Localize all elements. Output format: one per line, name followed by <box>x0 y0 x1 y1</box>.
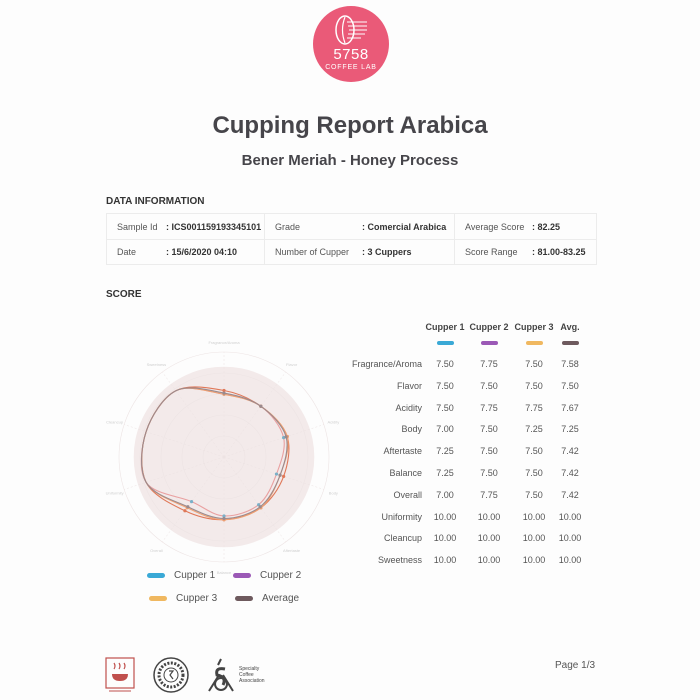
score-cell: 10.00 <box>522 511 546 522</box>
score-row-label: Balance <box>389 468 422 478</box>
score-cell: 10.00 <box>433 511 457 522</box>
score-cell: 7.50 <box>480 468 498 478</box>
score-cell: 10.00 <box>558 511 582 522</box>
score-cell: 7.25 <box>525 424 543 435</box>
page-number: Page 1/3 <box>555 660 596 671</box>
score-row-label: Acidity <box>395 402 422 413</box>
score-cell: 7.50 <box>525 468 543 478</box>
radar-point <box>183 509 186 512</box>
score-row-label: Fragrance/Aroma <box>351 359 422 369</box>
score-cell: 7.50 <box>480 380 498 391</box>
column-header-cupper-2: Cupper 2 <box>469 322 509 332</box>
radar-point <box>190 500 193 503</box>
score-cell: 7.42 <box>561 468 579 478</box>
info-value: : Comercial Arabica <box>362 221 447 232</box>
radar-point <box>275 472 278 475</box>
score-cell: 7.25 <box>436 446 454 457</box>
cupper-3-swatch <box>526 341 543 345</box>
radar-axis-label: Acidity <box>327 419 340 425</box>
cupper-2-swatch <box>481 341 498 345</box>
info-number-of-cupper <box>265 239 455 264</box>
info-label: Sample Id <box>117 221 158 232</box>
score-cell: 7.50 <box>436 402 454 413</box>
score-cell: 10.00 <box>433 555 457 566</box>
data-information-heading: DATA INFORMATION <box>106 196 205 207</box>
info-sample-id <box>107 214 265 239</box>
legend-label: Cupper 3 <box>176 593 218 604</box>
score-cell: 10.00 <box>477 555 501 566</box>
radar-axis-label: Overall <box>150 548 163 554</box>
info-value: : ICS001159193345101 <box>166 221 262 232</box>
cupper-1-swatch <box>437 341 454 345</box>
score-cell: 7.75 <box>480 489 498 500</box>
radar-point <box>186 505 189 508</box>
logo-subtitle: COFFEE LAB <box>325 64 377 71</box>
legend-label: Average <box>262 593 300 604</box>
footer-logos <box>105 657 273 693</box>
radar-axis-label: Cleancup <box>106 419 124 425</box>
score-row-label: Overall <box>393 489 422 500</box>
specialty-coffee-association-icon <box>207 657 235 693</box>
score-cell: 7.75 <box>525 402 543 413</box>
radar-point <box>222 391 225 394</box>
legend-swatch <box>233 573 251 578</box>
score-cell: 10.00 <box>558 555 582 566</box>
score-cell: 7.50 <box>525 446 543 457</box>
info-value: : 82.25 <box>532 221 561 232</box>
score-cell: 7.50 <box>436 380 454 391</box>
score-cell: 7.00 <box>436 489 454 500</box>
score-cell: 7.42 <box>561 446 579 457</box>
score-cell: 7.42 <box>561 489 579 500</box>
score-cell: 7.50 <box>525 380 543 391</box>
sca-logo <box>207 657 273 693</box>
score-cell: 10.00 <box>477 533 501 544</box>
info-date <box>107 239 265 264</box>
legend-cupper-3 <box>149 593 217 604</box>
score-cell: 10.00 <box>558 533 582 544</box>
radar-axis-label: Body <box>328 490 338 496</box>
radar-point <box>222 517 225 520</box>
score-cell: 10.00 <box>522 555 546 566</box>
radar-axis-label: Sweetness <box>146 361 167 367</box>
radar-axis-label: Flavor <box>286 361 298 367</box>
certification-seal-icon <box>153 657 189 693</box>
legend-label: Cupper 2 <box>260 570 302 581</box>
info-value: : 81.00-83.25 <box>532 247 586 257</box>
page-subtitle: Bener Meriah - Honey Process <box>241 152 459 169</box>
radar-axis-label: Balance <box>216 570 232 575</box>
coffee-lab-logo <box>313 6 389 82</box>
score-cell: 7.75 <box>480 359 498 369</box>
score-cell: 7.50 <box>525 359 543 369</box>
info-grade <box>265 214 455 239</box>
average-swatch <box>562 341 579 345</box>
legend-cupper-1 <box>147 570 215 581</box>
score-cell: 7.00 <box>436 424 454 435</box>
sca-text: Specialty Coffee Association <box>239 666 265 684</box>
info-label: Score Range <box>465 247 518 257</box>
radar-axis-label: Uniformity <box>105 490 124 496</box>
score-row-label: Body <box>401 424 422 435</box>
score-cell: 7.25 <box>561 424 579 435</box>
legend-swatch <box>235 596 253 601</box>
info-score-range <box>455 239 596 264</box>
score-row-label: Cleancup <box>383 533 422 544</box>
logo-number: 5758 <box>333 46 369 63</box>
score-cell: 7.50 <box>561 380 579 391</box>
page-title: Cupping Report Arabica <box>212 112 488 139</box>
score-row-label: Flavor <box>396 380 422 391</box>
score-cell: 7.50 <box>480 446 498 457</box>
info-value: : 15/6/2020 04:10 <box>166 247 238 257</box>
info-label: Date <box>117 247 137 257</box>
radar-point <box>278 474 281 477</box>
column-header-average: Avg. <box>560 322 580 332</box>
info-label: Number of Cupper <box>275 247 350 257</box>
radar-point <box>259 405 262 408</box>
legend-cupper-2 <box>233 570 301 581</box>
score-cell: 7.75 <box>480 402 498 413</box>
info-average-score <box>455 214 596 239</box>
radar-point <box>259 505 262 508</box>
radar-axis-label: Aftertaste <box>283 548 301 554</box>
score-cell: 10.00 <box>522 533 546 544</box>
coffee-bean-icon <box>333 14 369 46</box>
info-label: Average Score <box>465 221 525 232</box>
score-cell: 7.25 <box>436 468 454 478</box>
info-label: Grade <box>275 221 301 232</box>
score-row-label: Uniformity <box>381 511 422 522</box>
legend-swatch <box>147 573 165 578</box>
score-heading: SCORE <box>106 289 142 300</box>
data-information-table <box>106 213 597 265</box>
radar-axis-label: Fragrance/Aroma <box>208 340 240 345</box>
legend-average <box>235 593 299 604</box>
column-header-cupper-3: Cupper 3 <box>514 322 554 332</box>
score-cell: 7.50 <box>525 489 543 500</box>
score-cell: 7.50 <box>480 424 498 435</box>
score-cell: 7.67 <box>561 402 579 413</box>
sca-indonesia-logo-icon <box>105 657 135 693</box>
radar-chart <box>100 310 340 575</box>
score-row-label: Aftertaste <box>383 446 422 457</box>
score-cell: 7.58 <box>561 359 579 369</box>
score-cell: 10.00 <box>477 511 501 522</box>
info-value: : 3 Cuppers <box>362 247 412 257</box>
score-cell: 10.00 <box>433 533 457 544</box>
score-cell: 7.50 <box>436 359 454 369</box>
radar-point <box>284 435 287 438</box>
radar-point <box>282 475 285 478</box>
legend-swatch <box>149 596 167 601</box>
score-row-label: Sweetness <box>377 555 422 566</box>
column-header-cupper-1: Cupper 1 <box>425 322 465 332</box>
legend-label: Cupper 1 <box>174 570 216 581</box>
